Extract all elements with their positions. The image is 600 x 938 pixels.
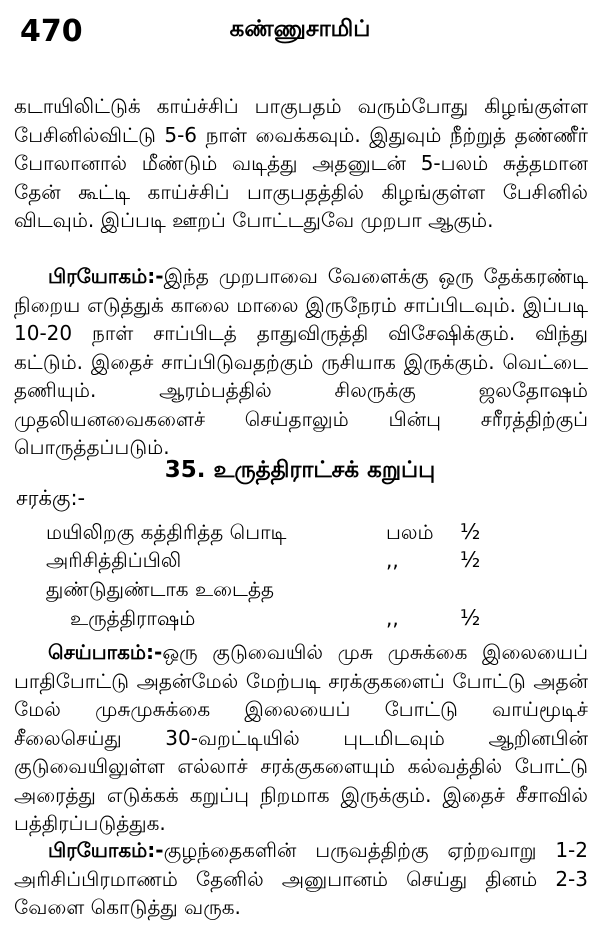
ingredient-unit: ,, xyxy=(386,548,399,572)
ingredient-row xyxy=(0,577,600,605)
ingredient-name: அரிசித்திப்பிலி xyxy=(46,548,182,572)
usage-text: குழந்தைகளின் பருவத்திற்கு ஏற்றவாறு 1-2 அரிசிப்பிரமாணம் தேனில் அனுபானம் செய்து தினம் 2-3 வேளை கொடுத்து வருக. xyxy=(14,838,588,919)
running-title: கண்ணுசாமிப் xyxy=(229,16,371,42)
paragraph-preparation xyxy=(14,638,588,838)
ingredient-qty: ½ xyxy=(460,520,481,544)
page-header xyxy=(14,10,586,54)
page-number: 470 xyxy=(20,14,83,49)
paragraph-preparation-continued: கடாயிலிட்டுக் காய்ச்சிப் பாகுபதம் வரும்போது கிழங்குள்ள பேசினில்விட்டு 5-6 நாள் வைக்கவும். இதுவும் நீற்றுத் தண்ணீர் போலானால் மீண்டும் வடித்து அதனுடன் 5-பலம் சுத்தமான தேன் கூட்டி காய்ச்சிப் பாகுபதத்தில் கிழங்குள்ள பேசினில் விடவும். இப்படி ஊறப் போட்டதுவே முறபா ஆகும். xyxy=(14,94,588,232)
ingredient-qty: ½ xyxy=(460,548,481,572)
section-title: 35. உருத்திராட்சக் கறுப்பு xyxy=(164,457,436,483)
ingredient-name: துண்டுதுண்டாக உடைத்த xyxy=(46,577,274,601)
ingredient-row xyxy=(0,548,600,576)
ingredient-unit: ,, xyxy=(386,606,399,630)
preparation-text: ஒரு குடுவையில் முசு முசுக்கை இலையைப் பாதிபோட்டு அதன்மேல் மேற்படி சரக்குகளைப் போட்டு அதன் மேல் முசுமுசுக்கை இலையைப் போட்டு வாய்மூடிச் சீலைசெய்து 30-வறட்டியில் புடமிடவும் ஆறினபின் குடுவையிலுள்ள எல்லாச் சரக்குகளையும் கல்வத்தில் போட்டு அரைத்து எடுக்கக் கறுப்பு நிறமாக இருக்கும். இதைச் சீசாவில் பத்திரப்படுத்துக. xyxy=(14,640,588,835)
ingredient-row xyxy=(0,606,600,634)
ingredients-heading: சரக்கு:- xyxy=(16,486,86,510)
preparation-label: செய்பாகம்:- xyxy=(48,640,163,664)
ingredient-row xyxy=(0,520,600,548)
usage-label: பிரயோகம்:- xyxy=(48,838,164,862)
usage-label: பிரயோகம்:- xyxy=(48,264,164,288)
paragraph-usage-murabba xyxy=(14,262,588,462)
ingredient-name: மயிலிறகு கத்திரித்த பொடி xyxy=(46,520,287,544)
ingredient-name: உருத்திராஷம் xyxy=(70,606,196,630)
paragraph-usage-karuppu xyxy=(14,836,588,922)
ingredient-unit: பலம் xyxy=(386,520,434,544)
ingredient-qty: ½ xyxy=(460,606,481,630)
usage-text: இந்த முறபாவை வேளைக்கு ஒரு தேக்கரண்டி நிறைய எடுத்துக் காலை மாலை இருநேரம் சாப்பிடவும். இப்படி 10-20 நாள் சாப்பிடத் தாதுவிருத்தி விசேஷிக்கும். விந்து கட்டும். இதைச் சாப்பிடுவதற்கும் ருசியாக இருக்கும். வெட்டை தணியும். ஆரம்பத்தில் சிலருக்கு ஜலதோஷம் முதலியனவைகளைச் செய்தாலும் பின்பு சரீரத்திற்குப் பொருத்தப்படும். xyxy=(14,264,588,459)
